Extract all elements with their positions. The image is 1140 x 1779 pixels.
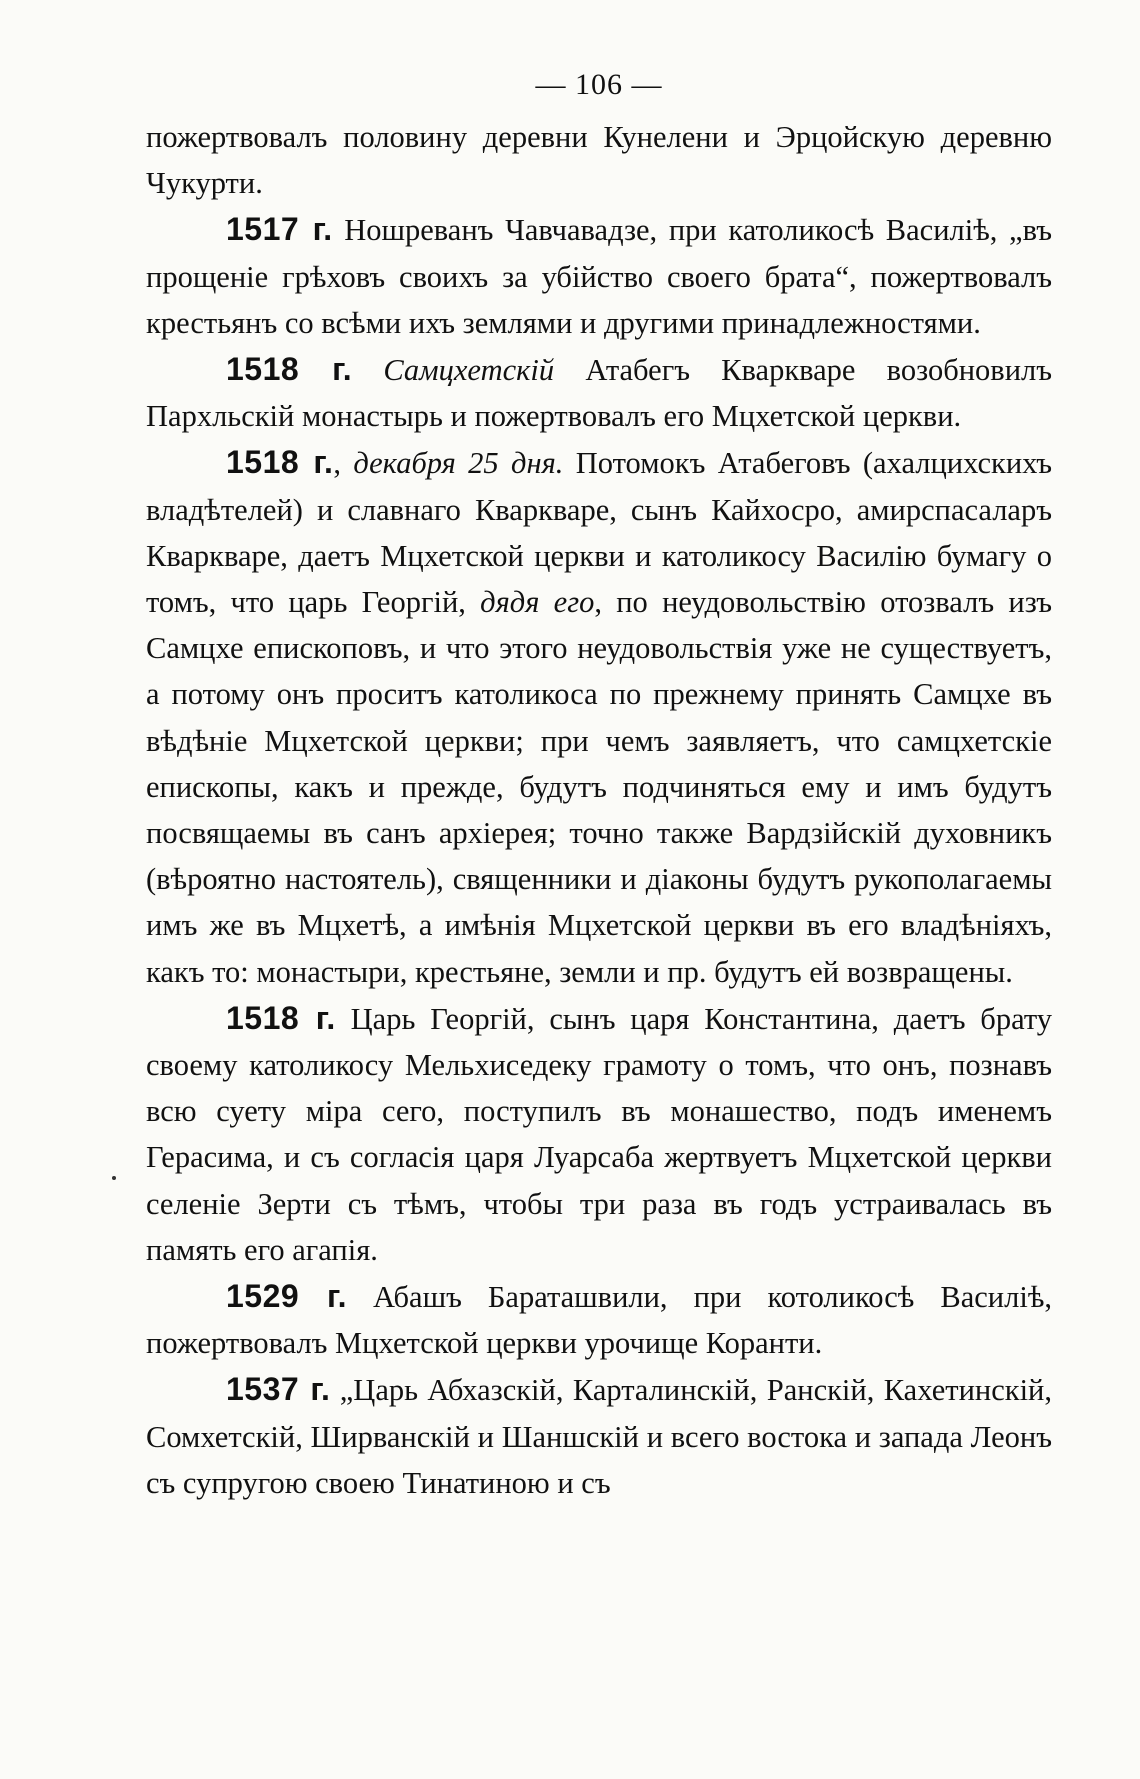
- paragraph-text: „Царь Абхазскій, Карталинскій, Ранскій, Кахетинскій, Сомхетскій, Ширванскій и Шаншскій и всего востока и запада Леонъ съ супругою своею Тинатиною и съ: [146, 1373, 1053, 1500]
- paragraph-text: Потомокъ Атабеговъ (ахалцихскихъ владѣтелей) и славнаго Кваркваре, сынъ Кайхосро, амирспасаларъ Кваркваре, даетъ Мцхетской церкви и католикосу Василію бумагу о томъ, что царь Георгій,: [146, 446, 1053, 620]
- year-heading: 1529 г.: [226, 1278, 348, 1315]
- paragraph-continuation: [146, 114, 1052, 206]
- year-heading: 1518 г.: [226, 351, 353, 388]
- page-number: — 106 —: [535, 68, 663, 101]
- paragraph-text: Атабегъ Кваркваре возобновилъ Пархльскій монастырь и пожертвовалъ его Мцхетской церкви.: [146, 353, 1053, 434]
- italic-phrase: дядя его: [480, 585, 595, 620]
- paragraph-1529: [146, 1273, 1052, 1366]
- italic-date: декабря 25 дня.: [353, 446, 564, 481]
- paragraph-text: Ношреванъ Чавчавадзе, при католикосѣ Василіѣ, „въ прощеніе грѣховъ своихъ за убійство своего брата“, пожертвовалъ крестьянъ со всѣми ихъ землями и другими принадлежностями.: [146, 213, 1052, 340]
- paragraph-text: Абашъ Бараташвили, при котоликосѣ Василіѣ, пожертвовалъ Мцхетской церкви урочище Коранти.: [146, 1280, 1053, 1361]
- paragraph-1518-c: [146, 995, 1052, 1273]
- italic-term: Самцхетскій: [383, 353, 555, 388]
- paragraph-text: Царь Георгій, сынъ царя Константина, даетъ брату своему католикосу Мельхиседеку грамоту о томъ, что онъ, познавъ всю суету міра сего, поступилъ въ монашество, подъ именемъ Герасима, и съ согласія царя Луарсаба жертвуетъ Мцхетской церкви селеніе Зерти съ тѣмъ, чтобы три раза въ годъ устраивалась въ память его агапія.: [146, 1001, 1052, 1267]
- paragraph-text-continued: , по неудовольствію отозвалъ изъ Самцхе епископовъ, и что этого неудовольствія уже не существуетъ, а потому онъ проситъ католикоса по прежнему принять Самцхе въ вѣдѣніе Мцхетской церкви; при чемъ заявляетъ, что самцхетскіе епископы, какъ и прежде, будутъ подчиняться ему и имъ будутъ посвящаемы въ санъ архіерея; точно также Вардзійскій духовникъ (вѣроятно настоятель), священники и діаконы будутъ рукополагаемы имъ же въ Мцхетѣ, а имѣнія Мцхетской церкви въ его владѣніяхъ, какъ то: монастыри, крестьяне, земли и пр. будутъ ей возвращены.: [146, 585, 1052, 989]
- paragraph-1518-b: [146, 439, 1052, 994]
- year-heading: 1518 г.: [226, 444, 334, 481]
- year-heading: 1518 г.: [226, 999, 336, 1036]
- ink-speck: [112, 1176, 116, 1180]
- paragraph-1518-a: [146, 346, 1052, 439]
- year-heading: 1517 г.: [226, 211, 333, 248]
- paragraph-1517: [146, 206, 1052, 346]
- document-page: [146, 62, 1052, 1506]
- comma: ,: [333, 446, 354, 481]
- paragraph-1537: [146, 1366, 1052, 1506]
- paragraph-text: пожертвовалъ половину деревни Кунелени и Эрцойскую деревню Чукурти.: [146, 120, 1052, 201]
- year-heading: 1537 г.: [226, 1371, 331, 1408]
